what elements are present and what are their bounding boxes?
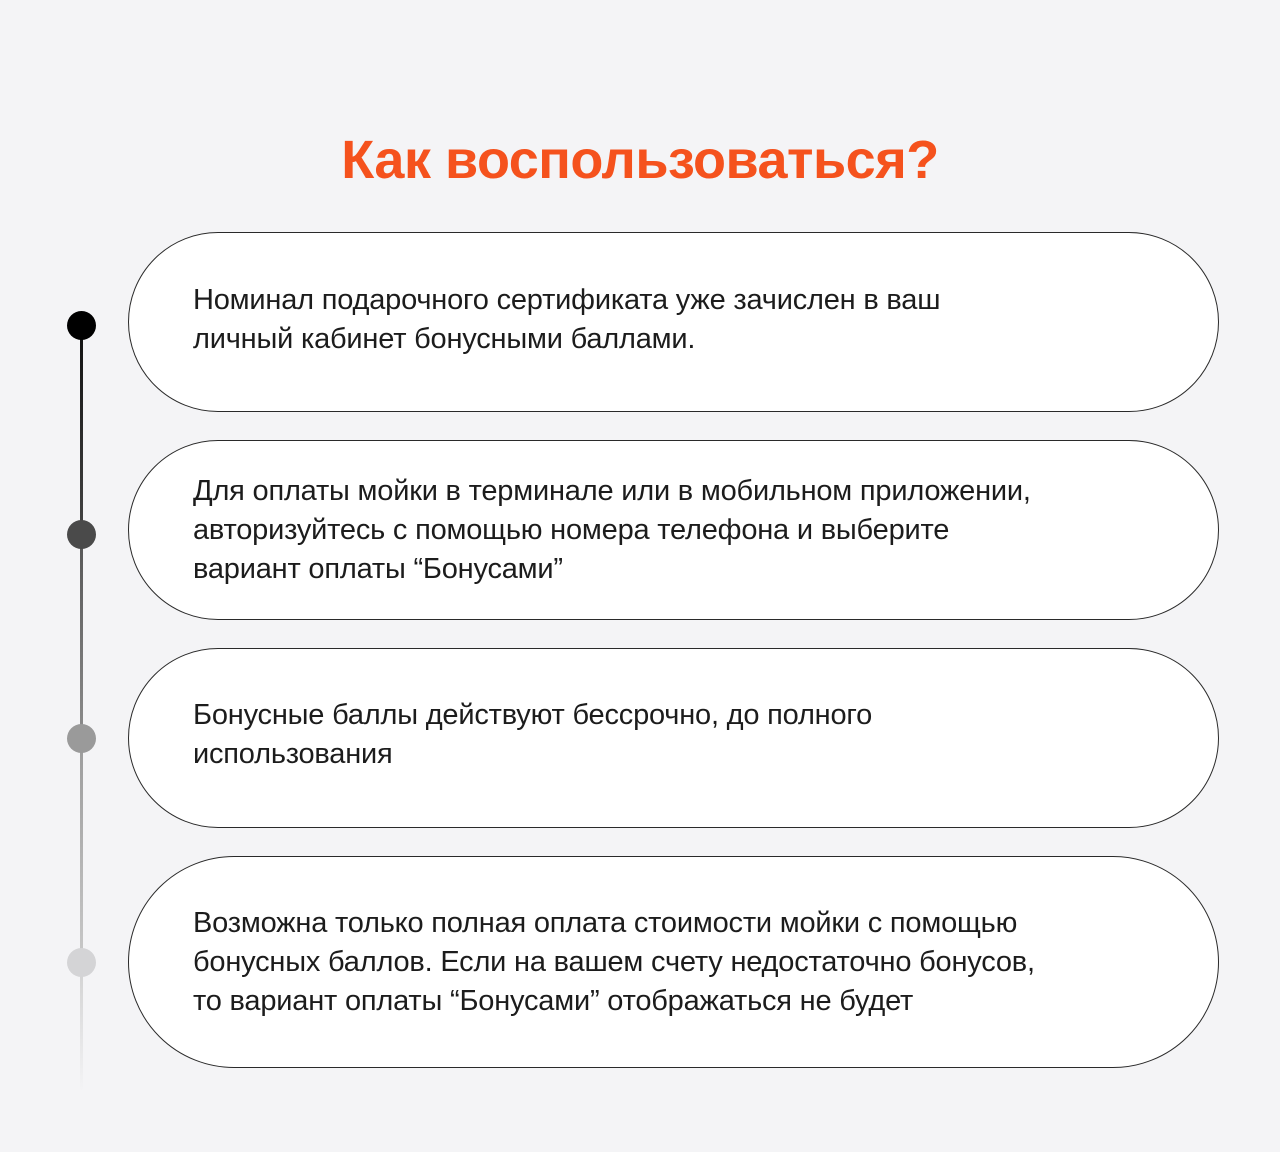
timeline-line-segment <box>80 534 83 739</box>
timeline-line-segment <box>80 326 83 535</box>
step-card-1 <box>128 232 1219 412</box>
timeline-line-segment <box>80 738 83 963</box>
timeline-dot-4 <box>67 948 96 977</box>
step-text: Для оплаты мойки в терминале или в мобильном приложении, авторизуйтесь с помощью номера телефона и выберите вариант оплаты “Бонусами” <box>193 474 1031 585</box>
timeline-line-segment <box>80 962 83 1092</box>
step-text: Бонусные баллы действуют бессрочно, до полного использования <box>193 699 873 770</box>
step-card-2 <box>128 440 1219 620</box>
step-card-3 <box>128 648 1219 828</box>
step-text: Номинал подарочного сертификата уже зачислен в ваш личный кабинет бонусными баллами. <box>193 284 941 355</box>
timeline-dot-1 <box>67 311 96 340</box>
step-card-4 <box>128 856 1219 1068</box>
timeline-dot-2 <box>67 520 96 549</box>
timeline-dot-3 <box>67 724 96 753</box>
page-title: Как воспользоваться? <box>341 130 939 191</box>
step-text: Возможна только полная оплата стоимости мойки с помощью бонусных баллов. Если на вашем счету недостаточно бонусов, то вариант оплаты “Бонусами” отображаться не будет <box>193 906 1035 1017</box>
